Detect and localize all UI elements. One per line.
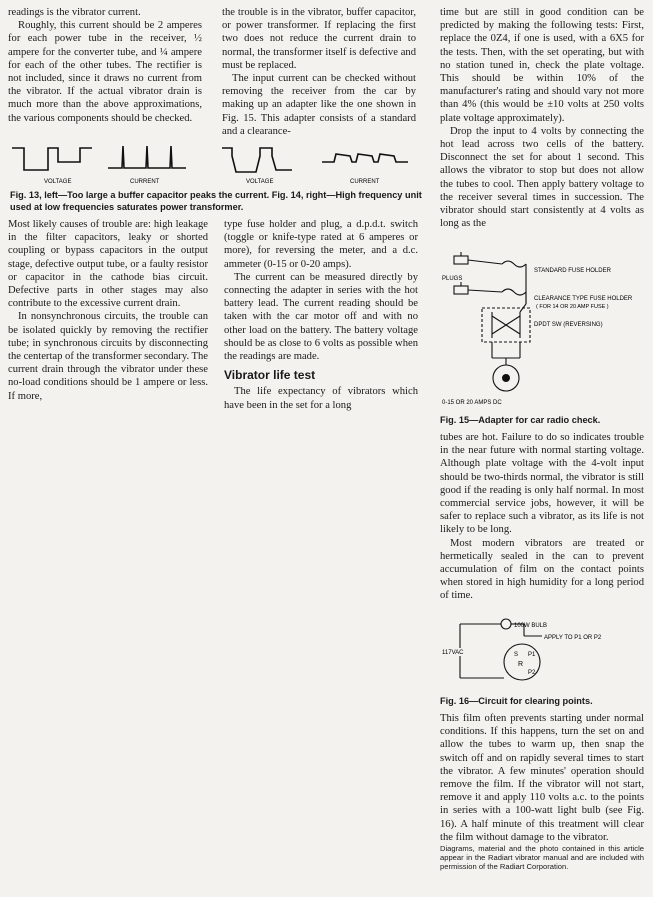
fig13-caption: Fig. 13, left—Too large a buffer capacitor peaks the current. Fig. 14, right—High frequency unit used at low frequencies saturates power transformer. — [10, 190, 422, 212]
diagram-label: 100W BULB — [514, 623, 548, 629]
paragraph: time but are still in good condition can be predicted by making the following tests: First, replace the 0Z4, if one is used, with a 6X5 for the tests. Then, with the set operating, but with no station tuned in, check the plate voltage. This should be within 10% of the manufacturer's rating and should vary not more than 4% (this would be ±10 volts at 250 volts plate voltage approximately). — [440, 7, 644, 124]
fig16-diagram — [442, 618, 646, 690]
paragraph: Drop the input to 4 volts by connecting the hot lead across two cells of the battery. Disconnect the set for about 1 second. This allows the vibrator to stop but does not allow the tubes to cool. Then apply battery voltage to the receiver several times in succession. The vibrator should start consistently at 4 volts as long as the — [440, 125, 644, 230]
diagram-label: P2 — [528, 670, 536, 676]
fig16-caption: Fig. 16—Circuit for clearing points. — [440, 696, 593, 706]
diagram-label: ( FOR 14 OR 20 AMP FUSE ) — [536, 304, 609, 310]
waveform-label: VOLTAGE — [246, 179, 274, 185]
diagram-label: STANDARD FUSE HOLDER — [534, 268, 611, 274]
diagram-label: APPLY TO P1 OR P2 — [544, 635, 602, 641]
paragraph: Roughly, this current should be 2 amperes for each power tube in the receiver, ½ ampere for the converter tube, and ¼ ampere for each of the other tubes. The rectifier is not included, since it draws no current from the vibrator. If the actual vibrator drain is much more than the above approximations, the various components should be checked. — [8, 20, 202, 124]
diagram-label: S — [514, 652, 519, 658]
col2-bottom — [224, 218, 418, 412]
diagram-label: CLEARANCE TYPE FUSE HOLDER — [534, 296, 633, 302]
bulb-icon — [501, 619, 511, 629]
plug-icon — [454, 256, 468, 264]
diagram-label: P1 — [528, 652, 536, 658]
col3-bottom — [440, 712, 644, 871]
current-waveform-1 — [108, 146, 186, 168]
current-waveform-2 — [322, 154, 408, 162]
paragraph: the trouble is in the vibrator, buffer capacitor, or power transformer. If replacing the first two does not reduce the current drain to normal, the transformer itself is defective and must be replaced. — [222, 7, 416, 71]
waveform-label: CURRENT — [130, 179, 160, 185]
voltage-waveform-1 — [12, 148, 92, 170]
fig15-caption: Fig. 15—Adapter for car radio check. — [440, 415, 601, 425]
col1-bottom — [8, 218, 208, 403]
diagram-label: 117VAC — [442, 650, 464, 656]
waveform-label: CURRENT — [350, 179, 380, 185]
paragraph: This film often prevents starting under normal conditions. If this happens, turn the set on and allow the tubes to warm up, then snap the switch off and on rapidly several times to start the vibrator. A few minutes' operation should remove the film. If the vibrator will not start, remove it and apply 110 volts a.c. to the points in series with a 100-watt light bulb (see Fig. 16). A half minute of this treatment will clear the film without damage to the vibrator. — [440, 713, 644, 843]
paragraph: type fuse holder and plug, a d.p.d.t. switch (toggle or knife-type rated at 6 amperes or more), for reversing the meter, and a d.c. ammeter (0-15 or 0-20 amps). — [224, 219, 418, 270]
diagram-label: PLUGS — [442, 276, 463, 282]
fuse-holder-icon — [502, 289, 526, 295]
paragraph: In nonsynchronous circuits, the trouble can be isolated quickly by removing the rectifier tube; in synchronous circuits by disconnecting the centertap of the transformer secondary. The current drain through the vibrator under these no-load conditions should be 1 ampere or less. If more, — [8, 311, 209, 402]
plug-icon — [454, 286, 468, 294]
col2-top — [222, 6, 416, 138]
col1-top — [8, 6, 202, 125]
col3-top — [440, 6, 644, 230]
paragraph: tubes are hot. Failure to do so indicates trouble in the near future with normal starting voltage. Although plate voltage with the 4-volt input should be two-thirds normal, the vibrator is still good if the reading is only half normal. In most commercial service jobs, however, it will be safer to replace such a vibrator, as its life is not likely to be long. — [440, 432, 644, 536]
voltage-waveform-2 — [222, 148, 292, 172]
paragraph: Most likely causes of trouble are: high leakage in the filter capacitors, leaky or shorted coupling or bypass capacitors in the output stage, defective output tube, or a faulty resistor or capacitor in the cathode bias circuit. Defective parts in other stages may also contribute to the excessive current drain. — [8, 219, 208, 310]
paragraph: Most modern vibrators are treated or hermetically sealed in the can to prevent accumulation of film on the contact points when stored in high humidity for a long period of time. — [440, 537, 644, 602]
col3-mid — [440, 431, 644, 603]
footnote: Diagrams, material and the photo contained in this article appear in the Radiart vibrator manual and are included with permission of the Radiart Corporation. — [440, 844, 644, 872]
diagram-label: R — [518, 661, 524, 668]
waveform-figure — [10, 140, 422, 186]
fuse-holder-icon — [502, 261, 526, 267]
diagram-label: 0-15 OR 20 AMPS DC — [442, 400, 502, 406]
paragraph: readings is the vibrator current. — [8, 7, 141, 18]
diagram-label: DPDT SW (REVERSING) — [534, 322, 603, 328]
waveform-label: VOLTAGE — [44, 179, 72, 185]
paragraph: The life expectancy of vibrators which have been in the set for a long — [224, 386, 418, 411]
section-heading: Vibrator life test — [224, 368, 316, 383]
paragraph: The current can be measured directly by connecting the adapter in series with the hot battery lead. The current reading should be taken with the car motor off and with no other load on the battery. The battery voltage should be as close to 6 volts as possible when the readings are made. — [224, 271, 418, 363]
fig15-diagram — [442, 250, 646, 410]
paragraph: The input current can be checked without removing the receiver from the car by making up an adapter like the one shown in Fig. 15. This adapter consists of a standard and a clearance- — [222, 73, 416, 137]
